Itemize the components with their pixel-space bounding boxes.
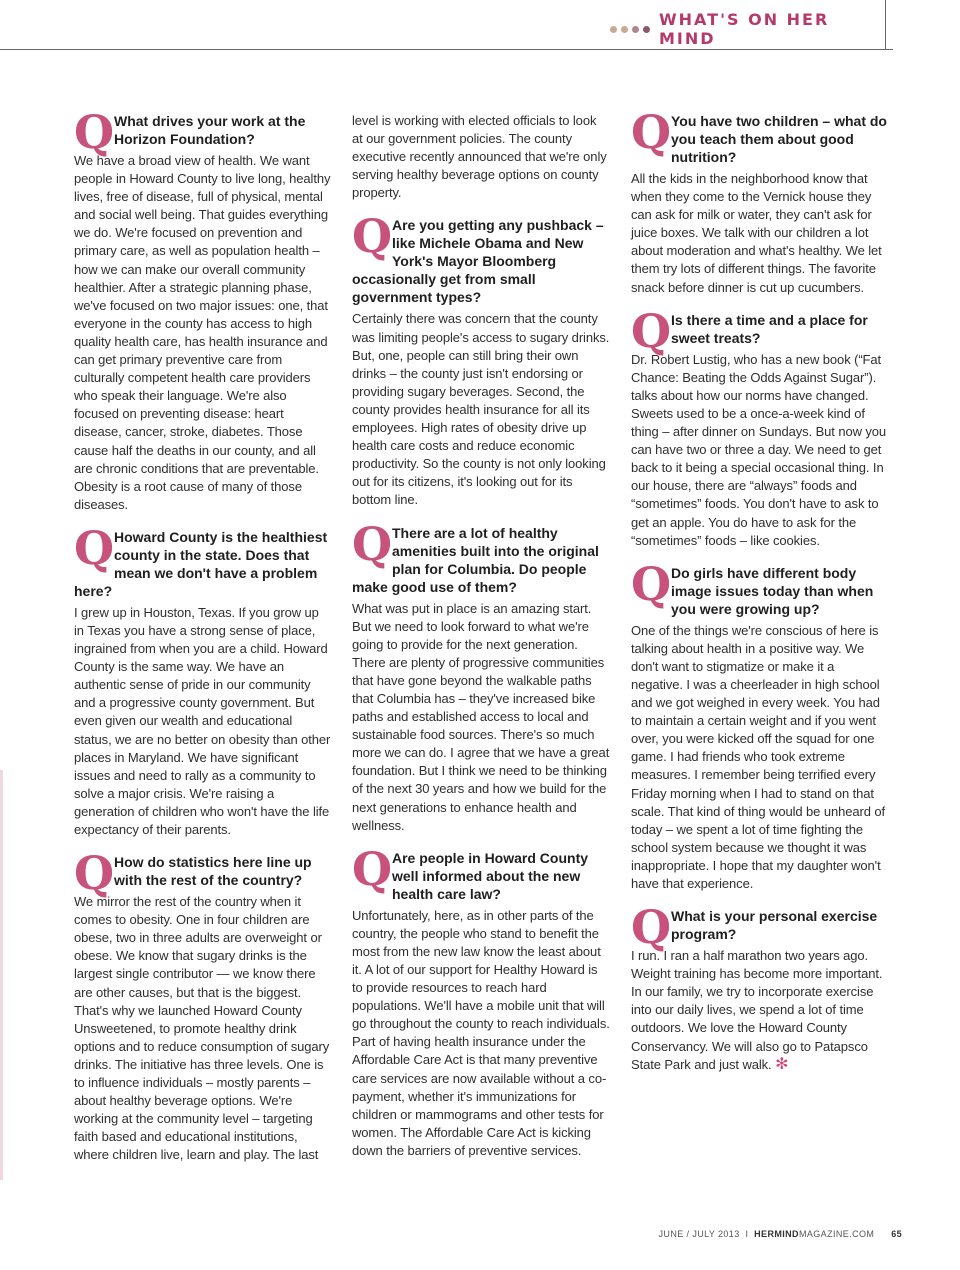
answer: Unfortunately, here, as in other parts of the country, the people who stand to benefit the most from the new law know the least about it. A lot of our support for Healthy Howard is to provide resources to reach hard populations. We'll have a mobile unit that will go throughout the county to reach individuals. Part of having health insurance under the Affordable Care Act is that many preventive care services are now available without a co-payment, whether it's immunizations for children or mammograms and other tests for women. The Affordable Care Act is kicking down the barriers of preventive services. bbox=[352, 907, 610, 1158]
question-text: What is your personal exercise program? bbox=[671, 908, 878, 943]
decorative-dots bbox=[610, 26, 650, 33]
header-rule bbox=[0, 49, 893, 50]
question bbox=[352, 209, 610, 306]
section-label: WHAT'S ON HER MIND bbox=[659, 10, 830, 48]
qa-block bbox=[631, 105, 889, 297]
qa-block bbox=[74, 846, 332, 1164]
q-icon: Q bbox=[352, 209, 393, 264]
answer: What was put in place is an amazing start. But we need to look forward to what we're going to provide for the next generation. There are plenty of progressive communities that have gone beyond the walkable paths that Columbia has – they've increased bike paths and established access to local and sustainable food sources. There's so much more we can do. I agree that we have a great foundation. But I think we need to be thinking of the next 30 years and how we build for the next generations to enhance health and wellness. bbox=[352, 600, 610, 833]
site-name-rest: MAGAZINE.COM bbox=[798, 1229, 875, 1239]
question bbox=[352, 841, 610, 903]
page-edge-mark bbox=[0, 770, 3, 1180]
dot-icon bbox=[643, 26, 650, 33]
answer-text: I run. I ran a half marathon two years ago. Weight training has become more important. In our family, we try to incorporate exercise into our daily lives, we spend a lot of time outdoors. We love the Howard County Conservancy. We will also go to Patapsco State Park and just walk. bbox=[631, 948, 883, 1072]
question-text: Howard County is the healthiest county in the state. Does that mean we don't have a problem here? bbox=[74, 528, 328, 599]
column-3 bbox=[631, 105, 889, 1088]
question-text: Do girls have different body image issues today than when you were growing up? bbox=[671, 564, 874, 617]
dot-icon bbox=[621, 26, 628, 33]
answer: Certainly there was concern that the county was limiting people's access to sugary drinks. But, one, people can still bring their own drinks – the county just isn't endorsing or providing sugary beverages. Second, the county provides health insurance for all its employees. High rates of obesity drive up health care costs and reduce economic productivity. So the county is not only looking out for its citizens, it's looking out for its bottom line. bbox=[352, 311, 610, 508]
dot-icon bbox=[610, 26, 617, 33]
question bbox=[352, 516, 610, 596]
continued-answer: level is working with elected officials to look at our government policies. The county executive recently announced that we're only serving healthy beverage options on county property. bbox=[352, 113, 607, 201]
qa-block bbox=[352, 516, 610, 835]
site-name-bold: HERMIND bbox=[754, 1229, 799, 1239]
question-text: Are people in Howard County well informed about the new health care law? bbox=[392, 849, 589, 902]
qa-block bbox=[352, 841, 610, 1160]
q-icon: Q bbox=[631, 900, 672, 955]
answer: We have a broad view of health. We want people in Howard County to live long, healthy lives, free of disease, full of physical, mental and social well being. That guides everything we do. We're focused on prevention and primary care, as well as population health – how we can make our overall community healthier. After a strategic planning phase, we've focused on two major issues: one, that everyone in the county has access to high quality health care, has health insurance and can get primary preventive care from culturally competent health care providers who speak their language. We're also focused on preventing disease: heart disease, cancer, stroke, diabetes. Those cause half the deaths in our county, and all are chronic conditions that are preventable. Obesity is a root cause of many of those diseases. bbox=[74, 153, 331, 512]
question-text: There are a lot of healthy amenities built into the original plan for Columbia. Do people make good use of them? bbox=[352, 524, 599, 595]
section-title bbox=[610, 10, 880, 48]
answer: I grew up in Houston, Texas. If you grow up in Texas you have a strong sense of place, ingrained from when you are a child. Howard County is the same way. We have an authentic sense of pride in our community and a progressive county government. But even given our wealth and educational status, we are no better on obesity than other places in Maryland. We have significant issues and need to rally as a community to solve a major crisis. We're raising a generation of children who won't have the life expectancy of their parents. bbox=[74, 604, 331, 837]
header-vertical-rule bbox=[885, 0, 886, 50]
question bbox=[74, 105, 332, 159]
q-icon: Q bbox=[631, 303, 672, 358]
column-1 bbox=[74, 105, 332, 1179]
q-icon: Q bbox=[74, 520, 115, 575]
q-icon: Q bbox=[631, 105, 672, 159]
qa-block bbox=[74, 520, 332, 839]
question bbox=[74, 520, 332, 600]
question bbox=[631, 556, 889, 618]
page-footer bbox=[659, 1229, 902, 1239]
qa-block bbox=[631, 303, 889, 550]
q-icon: Q bbox=[74, 846, 115, 901]
qa-block bbox=[352, 112, 610, 202]
qa-block bbox=[631, 556, 889, 893]
dot-icon bbox=[632, 26, 639, 33]
question-text: You have two children – what do you teach them about good nutrition? bbox=[671, 113, 887, 165]
question-text: Are you getting any pushback – like Michele Obama and New York's Mayor Bloomberg occasionally get from small government types? bbox=[352, 217, 604, 306]
issue-date: JUNE / JULY 2013 bbox=[658, 1229, 740, 1239]
question-text: Is there a time and a place for sweet treats? bbox=[671, 311, 868, 346]
q-icon: Q bbox=[352, 516, 393, 571]
answer: Dr. Robert Lustig, who has a new book (“Fat Chance: Beating the Odds Against Sugar”). talks about how our norms have changed. Sweets used to be a once-a-week kind of thing – after dinner on Sundays. But now you can have two or three a day. We need to get back to it being a special occasional thing. In our house, there are “always” foods and “sometimes” foods. You don't have to ask to get an apple. You do have to ask for the “sometimes” foods – like cookies. bbox=[631, 351, 887, 548]
q-icon: Q bbox=[631, 556, 672, 611]
footer-separator: I bbox=[745, 1229, 749, 1239]
question bbox=[631, 900, 889, 955]
q-icon: Q bbox=[352, 841, 393, 896]
question bbox=[631, 105, 889, 166]
question bbox=[631, 303, 889, 358]
end-mark-icon: ✻ bbox=[775, 1055, 789, 1073]
q-icon: Q bbox=[74, 105, 115, 159]
question bbox=[74, 846, 332, 901]
question-text: How do statistics here line up with the rest of the country? bbox=[114, 854, 312, 889]
answer bbox=[631, 947, 889, 1074]
answer: One of the things we're conscious of here is talking about health in a positive way. We don't want to stigmatize or make it a negative. I was a cheerleader in high school and we got weighed in every week. You had to maintain a certain weight and if you went over, you were kicked off the squad for one game. I had friends who took extreme measures. I remember being terrified every Friday morning when I had to stand on that scale. That kind of thing would be unheard of today – we spent a lot of time fighting the school system because we thought it was inappropriate. I hope that my daughter won't have that experience. bbox=[631, 622, 885, 891]
column-2 bbox=[352, 112, 610, 1174]
qa-block bbox=[74, 105, 332, 514]
answer: We mirror the rest of the country when it comes to obesity. One in four children are obese, two in three adults are overweight or obese. We know that sugary drinks is the largest single contributor — we know there are other causes, but that is the biggest. That's why we launched Howard County Unsweetened, to promote healthy drink options and to reduce consumption of sugary drinks. The initiative has three levels. One is to influence individuals – mostly parents – about healthy beverage options. We're working at the community level – targeting faith based and educational institutions, where children live, learn and play. The last bbox=[74, 894, 330, 1163]
qa-block bbox=[352, 209, 610, 509]
answer: All the kids in the neighborhood know that when they come to the Vernick house they can ask for milk or water, they can't ask for juice boxes. We talk with our children a lot about moderation and what's healthy. We let them try lots of different things. The favorite snack before dinner is cut up cucumbers. bbox=[631, 171, 882, 295]
page-header bbox=[0, 0, 960, 50]
question-text: What drives your work at the Horizon Foundation? bbox=[114, 113, 306, 147]
page-number: 65 bbox=[891, 1229, 902, 1239]
qa-block bbox=[631, 900, 889, 1074]
